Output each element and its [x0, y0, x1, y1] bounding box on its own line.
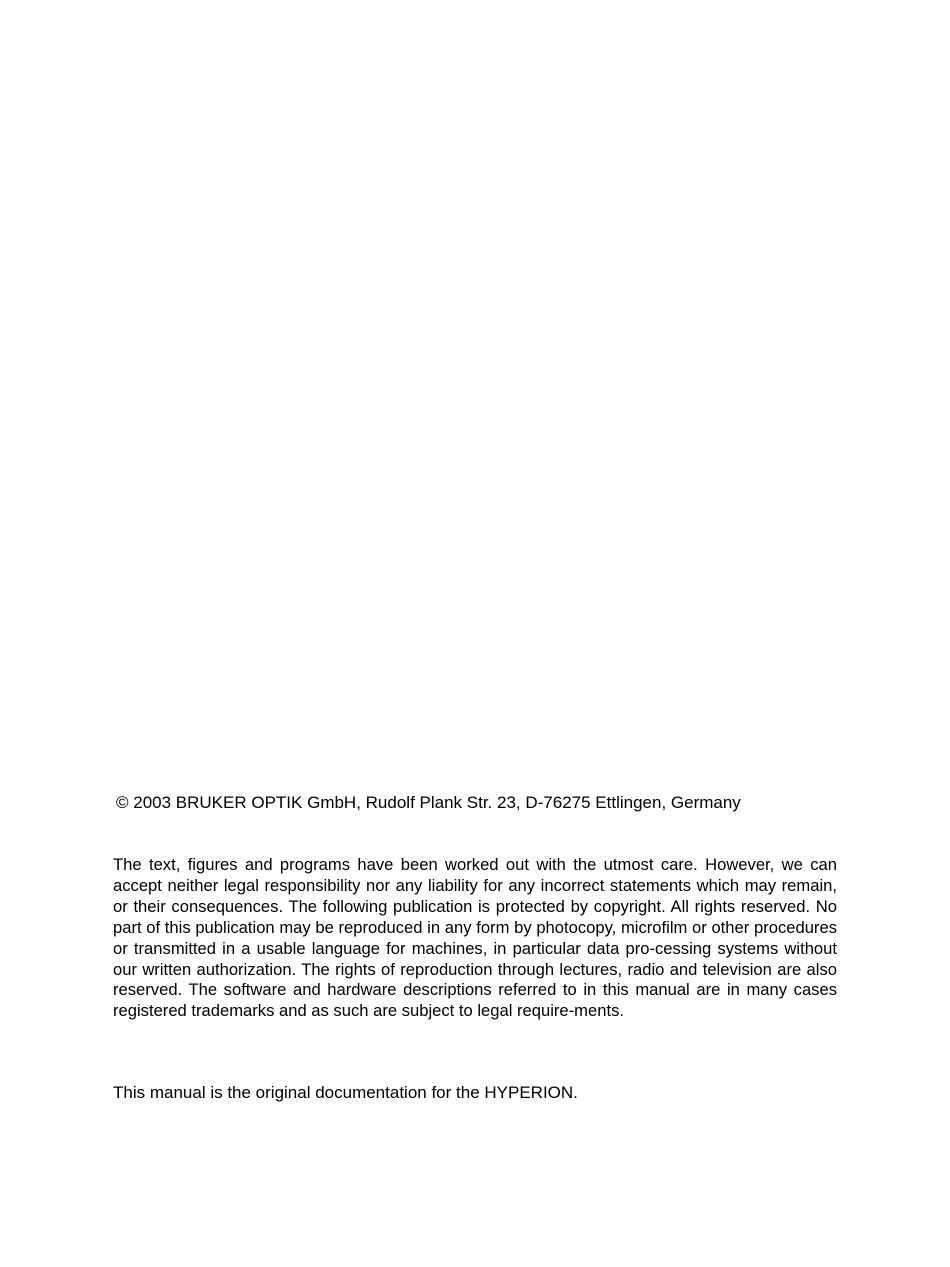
original-documentation-note: This manual is the original documentation for the HYPERION.: [113, 1083, 578, 1102]
disclaimer-paragraph: The text, figures and programs have been worked out with the utmost care. However, we can accept neither legal responsibility nor any liability for any incorrect statements which may remain, or their consequences. The following publication is protected by copyright. All rights reserved. No part of this publication may be reproduced in any form by photocopy, microfilm or other procedures or transmitted in a usable language for machines, in particular data pro-cessing systems without our written authorization. The rights of reproduction through lectures, radio and television are also reserved. The software and hardware descriptions referred to in this manual are in many cases registered trademarks and as such are subject to legal require-ments.: [113, 855, 837, 1021]
copyright-notice: © 2003 BRUKER OPTIK GmbH, Rudolf Plank Str. 23, D-76275 Ettlingen, Germany: [116, 793, 741, 812]
